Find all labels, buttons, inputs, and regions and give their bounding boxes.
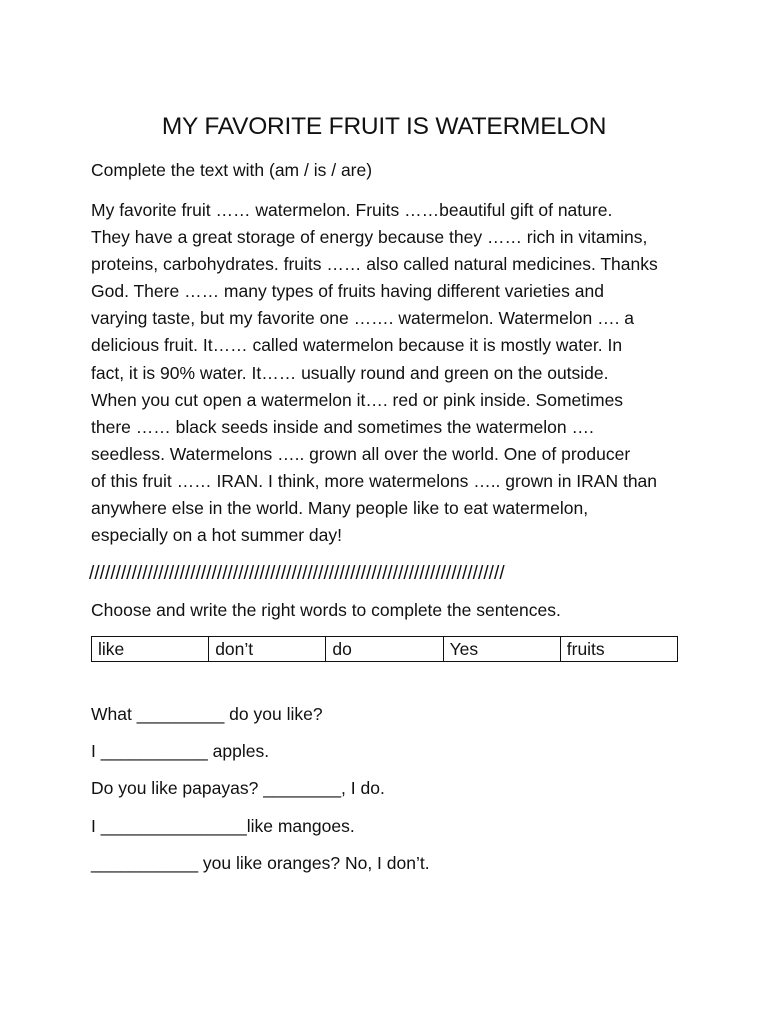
passage-line: seedless. Watermelons ….. grown all over the world. One of producer <box>91 443 631 464</box>
exercise-sentence: Do you like papayas? ________, I do. <box>91 778 385 798</box>
section2-instruction: Choose and write the right words to complete the sentences. <box>91 600 561 620</box>
word-bank-cell: like <box>92 637 209 662</box>
passage-line: especially on a hot summer day! <box>91 525 342 546</box>
page-title: MY FAVORITE FRUIT IS WATERMELON <box>161 113 607 140</box>
word-bank-row <box>92 637 678 662</box>
section1-instruction: Complete the text with (am / is / are) <box>91 160 373 180</box>
passage-line: My favorite fruit …… watermelon. Fruits ……beautiful gift of nature. <box>91 200 613 220</box>
word-bank-cell: fruits <box>560 637 677 662</box>
passage-line: varying taste, but my favorite one ……. watermelon. Watermelon …. a <box>91 308 635 329</box>
exercise-sentence: ___________ you like oranges? No, I don’t. <box>91 853 430 873</box>
passage-line: They have a great storage of energy because they …… rich in vitamins, <box>91 227 648 248</box>
passage-line: anywhere else in the world. Many people like to eat watermelon, <box>91 498 589 519</box>
word-bank-cell: Yes <box>443 637 560 662</box>
exercise-sentence: I _______________like mangoes. <box>91 816 355 836</box>
passage-line: God. There …… many types of fruits having different varieties and <box>91 281 604 302</box>
passage-line: there …… black seeds inside and sometimes the watermelon …. <box>91 416 594 437</box>
passage-line: delicious fruit. It…… called watermelon because it is mostly water. In <box>91 335 623 356</box>
word-bank-cell: do <box>326 637 443 662</box>
passage-line: of this fruit …… IRAN. I think, more watermelons ….. grown in IRAN than <box>91 470 658 491</box>
exercise-sentence: What _________ do you like? <box>91 704 323 724</box>
passage-line: When you cut open a watermelon it…. red or pink inside. Sometimes <box>91 389 624 410</box>
passage-text <box>91 197 691 549</box>
word-bank-cell: don’t <box>209 637 326 662</box>
passage-line: fact, it is 90% water. It…… usually round and green on the outside. <box>91 362 609 383</box>
slash-divider: ////////////////////////////////////////////////////////////////////////////// <box>89 563 505 584</box>
exercise-sentence: I ___________ apples. <box>91 741 270 761</box>
passage-line: proteins, carbohydrates. fruits …… also called natural medicines. Thanks <box>91 254 658 275</box>
word-bank-table <box>91 636 678 662</box>
